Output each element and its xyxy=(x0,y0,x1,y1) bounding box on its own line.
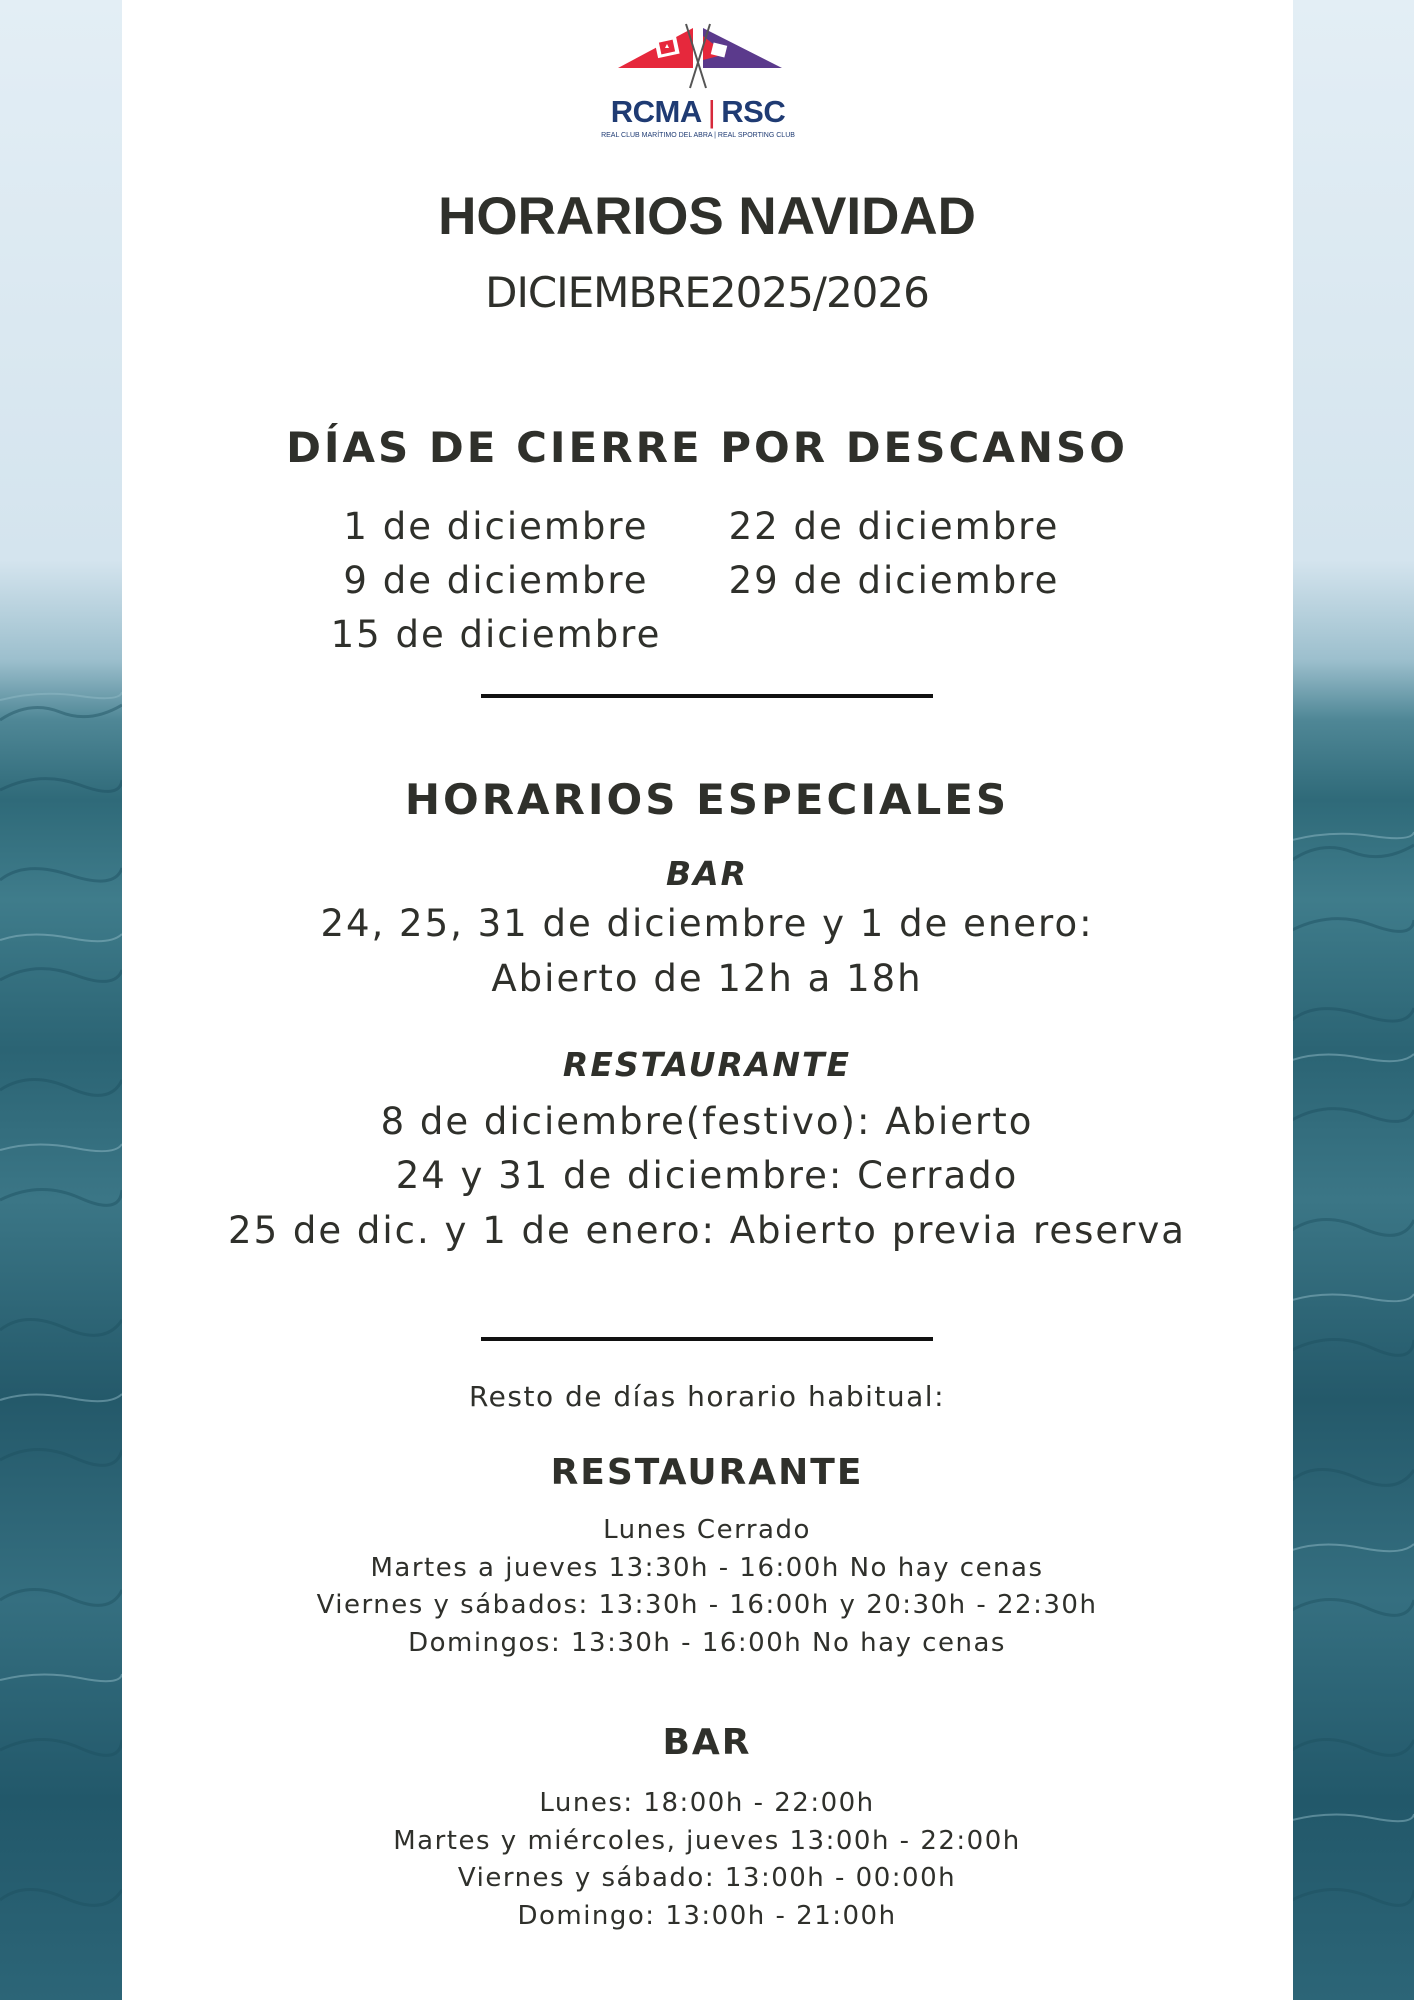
special-restaurant-label: RESTAURANTE xyxy=(562,1045,852,1084)
closure-date: 29 de diciembre xyxy=(728,559,1060,602)
schedule-line: Viernes y sábado: 13:00h - 00:00h xyxy=(457,1863,957,1893)
section-divider xyxy=(481,1337,933,1341)
schedule-line: Domingos: 13:30h - 16:00h No hay cenas xyxy=(408,1627,1006,1658)
special-bar-line: 24, 25, 31 de diciembre y 1 de enero: xyxy=(320,902,1094,945)
club-logo xyxy=(594,22,802,146)
page-subtitle: DICIEMBRE2025/2026 xyxy=(485,268,929,317)
schedule-line: Martes a jueves 13:30h - 16:00h No hay cenas xyxy=(370,1552,1044,1583)
regular-hours-note: Resto de días horario habitual: xyxy=(468,1380,946,1413)
special-hours-heading: HORARIOS ESPECIALES xyxy=(404,775,1010,824)
closure-dates-right xyxy=(694,500,1094,608)
closure-date: 9 de diciembre xyxy=(343,559,649,602)
closure-dates-left xyxy=(296,500,696,662)
logo-left-text: RCMA xyxy=(610,94,702,129)
logo-subtitle: REAL CLUB MARÍTIMO DEL ABRA | REAL SPORTING CLUB xyxy=(601,132,795,139)
regular-restaurant-schedule xyxy=(0,1512,1414,1662)
closure-date: 15 de diciembre xyxy=(330,613,662,656)
section-divider xyxy=(481,694,933,698)
page-title: HORARIOS NAVIDAD xyxy=(438,187,976,246)
regular-bar-schedule xyxy=(0,1785,1414,1935)
schedule-line: Martes y miércoles, jueves 13:00h - 22:00h xyxy=(393,1825,1021,1856)
logo-wordmark xyxy=(594,94,802,130)
regular-bar-heading: BAR xyxy=(662,1722,752,1763)
closure-heading: DÍAS DE CIERRE POR DESCANSO xyxy=(286,423,1128,472)
special-restaurant-line: 25 de dic. y 1 de enero: Abierto previa reserva xyxy=(228,1209,1186,1252)
burgee-flags-icon xyxy=(594,22,802,94)
schedule-line: Domingo: 13:00h - 21:00h xyxy=(517,1900,897,1931)
schedule-line: Viernes y sábados: 13:30h - 16:00h y 20:30h - 22:30h xyxy=(316,1590,1098,1620)
regular-restaurant-heading: RESTAURANTE xyxy=(550,1452,864,1493)
logo-separator: | xyxy=(707,94,716,129)
special-restaurant-line: 24 y 31 de diciembre: Cerrado xyxy=(395,1154,1019,1197)
special-bar-line: Abierto de 12h a 18h xyxy=(491,957,923,1000)
schedule-line: Lunes: 18:00h - 22:00h xyxy=(539,1788,875,1818)
closure-date: 22 de diciembre xyxy=(728,505,1060,548)
special-restaurant-line: 8 de diciembre(festivo): Abierto xyxy=(380,1100,1034,1143)
logo-right-text: RSC xyxy=(721,94,786,129)
special-bar-label: BAR xyxy=(665,854,749,893)
schedule-line: Lunes Cerrado xyxy=(603,1515,811,1545)
closure-date: 1 de diciembre xyxy=(343,505,649,548)
